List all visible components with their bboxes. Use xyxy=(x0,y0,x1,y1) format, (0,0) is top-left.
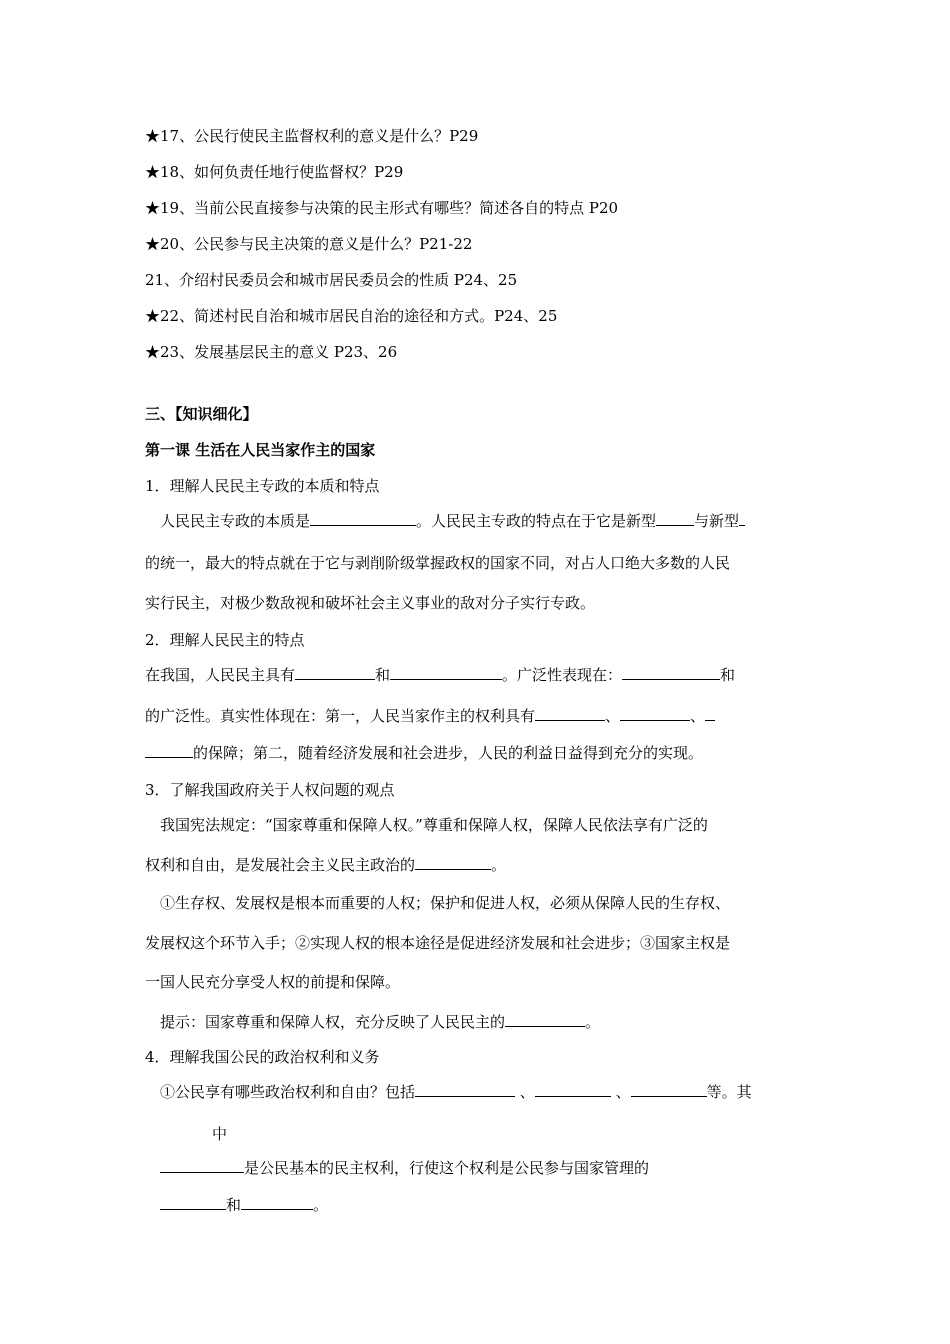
item3-line2 xyxy=(145,855,506,875)
blank-political-right-1[interactable] xyxy=(415,1082,515,1097)
blank-political-right-3[interactable] xyxy=(631,1082,707,1097)
blank-guarantee-2[interactable] xyxy=(620,706,690,721)
blank-new-dictatorship[interactable] xyxy=(739,511,745,526)
item1-text-b: 。人民民主专政的特点在于它是新型 xyxy=(416,512,657,530)
blank-guarantee-tail[interactable] xyxy=(705,706,715,721)
question-17: ★17、公民行使民主监督权利的意义是什么？P29 xyxy=(145,127,479,145)
blank-guarantee-1[interactable] xyxy=(535,706,605,721)
item3-text-a: 权利和自由，是发展社会主义民主政治的 xyxy=(145,856,416,874)
item2-line3 xyxy=(145,743,703,763)
item4-text-g: 和 xyxy=(226,1196,242,1214)
item2-text-c: 。广泛性表现在： xyxy=(502,666,623,684)
question-23: ★23、发展基层民主的意义 P23、26 xyxy=(145,343,398,361)
item3-line1: 我国宪法规定：“国家尊重和保障人权。”尊重和保障人权，保障人民依法享有广泛的 xyxy=(160,816,708,834)
item1-line2: 的统一，最大的特点就在于它与剥削阶级掌握政权的国家不同，对占人口绝大多数的人民 xyxy=(145,554,731,572)
item1-title: 1．理解人民民主专政的本质和特点 xyxy=(145,477,380,495)
question-18: ★18、如何负责任地行使监督权？P29 xyxy=(145,163,404,181)
item3-hint xyxy=(160,1012,600,1032)
blank-breadth-subject[interactable] xyxy=(622,665,720,680)
item2-text-g: 、 xyxy=(690,707,706,725)
item2-text-e: 的广泛性。真实性体现在：第一，人民当家作主的权利具有 xyxy=(145,707,536,725)
section-heading: 三、【知识细化】 xyxy=(145,405,258,423)
question-20: ★20、公民参与民主决策的意义是什么？P21-22 xyxy=(145,235,473,253)
blank-basic-right[interactable] xyxy=(160,1158,244,1173)
blank-breadth[interactable] xyxy=(295,665,375,680)
item4-line4 xyxy=(160,1195,328,1215)
item4-text-a: ①公民享有哪些政治权利和自由？包括 xyxy=(160,1083,416,1101)
item1-line1 xyxy=(160,511,745,531)
blank-basis[interactable] xyxy=(160,1195,226,1210)
item2-text-d: 和 xyxy=(720,666,736,684)
item2-text-a: 在我国，人民民主具有 xyxy=(145,666,296,684)
item3-text-b: 。 xyxy=(491,856,507,874)
blank-guarantee-3[interactable] xyxy=(145,743,193,758)
item3-line3: ①生存权、发展权是根本而重要的人权；保护和促进人权，必须从保障人民的生存权、 xyxy=(160,894,731,912)
question-21: 21、介绍村民委员会和城市居民委员会的性质 P24、25 xyxy=(145,271,518,289)
item1-line3: 实行民主，对极少数敌视和破坏社会主义事业的敌对分子实行专政。 xyxy=(145,594,596,612)
item2-text-b: 和 xyxy=(375,666,391,684)
item4-line3 xyxy=(160,1158,649,1178)
blank-political-right-2[interactable] xyxy=(535,1082,611,1097)
item1-text-c: 与新型 xyxy=(694,512,740,530)
lesson-title: 第一课 生活在人民当家作主的国家 xyxy=(145,441,376,459)
blank-people-democracy[interactable] xyxy=(505,1012,585,1027)
item4-text-b: 、 xyxy=(515,1083,535,1101)
item3-hint-text-b: 。 xyxy=(585,1013,601,1031)
item4-text-h: 。 xyxy=(313,1196,329,1214)
question-19: ★19、当前公民直接参与决策的民主形式有哪些？简述各自的特点 P20 xyxy=(145,199,619,217)
item4-line1 xyxy=(160,1082,752,1102)
blank-new-democracy[interactable] xyxy=(656,511,694,526)
item2-title: 2．理解人民民主的特点 xyxy=(145,631,305,649)
item4-text-d: 等。其 xyxy=(706,1083,752,1101)
question-22: ★22、简述村民自治和城市居民自治的途径和方式。P24、25 xyxy=(145,307,558,325)
item3-line4: 发展权这个环节入手；②实现人权的根本途径是促进经济发展和社会进步；③国家主权是 xyxy=(145,934,731,952)
blank-dictatorship-essence[interactable] xyxy=(310,511,416,526)
item4-title: 4．理解我国公民的政治权利和义务 xyxy=(145,1048,380,1066)
blank-authenticity[interactable] xyxy=(390,665,502,680)
item3-line5: 一国人民充分享受人权的前提和保障。 xyxy=(145,973,401,991)
item4-text-f: 是公民基本的民主权利，行使这个权利是公民参与国家管理的 xyxy=(244,1159,650,1177)
blank-human-rights-goal[interactable] xyxy=(415,855,491,870)
item2-text-f: 、 xyxy=(605,707,621,725)
item3-title: 3．了解我国政府关于人权问题的观点 xyxy=(145,781,395,799)
item4-line2: 中 xyxy=(212,1125,228,1143)
item4-text-c: 、 xyxy=(610,1083,631,1101)
item3-hint-text-a: 提示：国家尊重和保障人权，充分反映了人民民主的 xyxy=(160,1013,506,1031)
item2-line2 xyxy=(145,706,715,726)
blank-sign[interactable] xyxy=(241,1195,313,1210)
item1-text-a: 人民民主专政的本质是 xyxy=(160,512,311,530)
item2-line1 xyxy=(145,665,735,685)
item2-text-h: 的保障；第二，随着经济发展和社会进步，人民的利益日益得到充分的实现。 xyxy=(193,744,704,762)
